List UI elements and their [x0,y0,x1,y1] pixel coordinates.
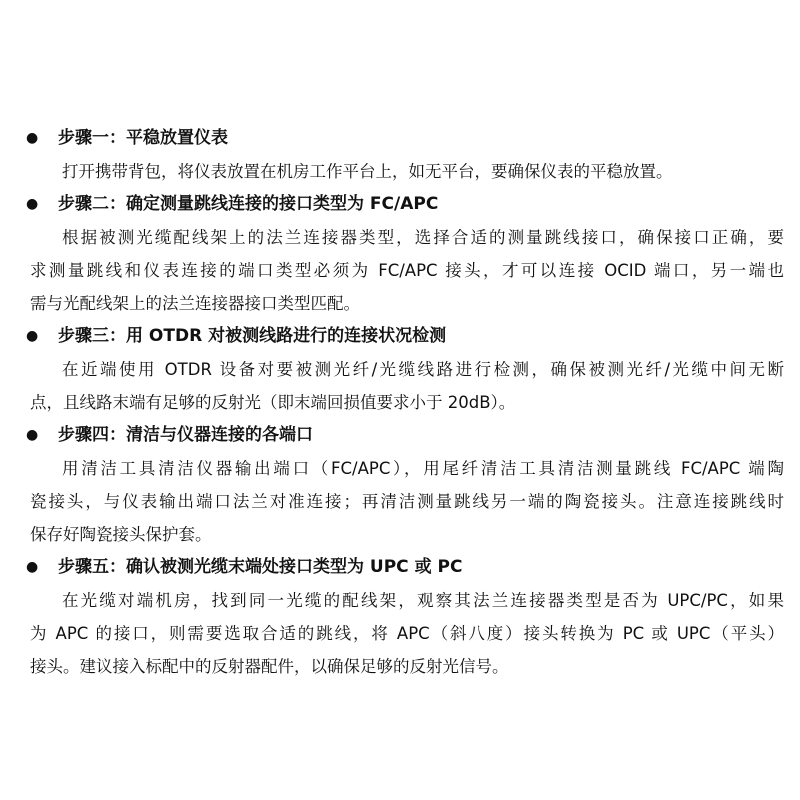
step-4-heading: 步骤四：清洁与仪器连接的各端口 [58,425,313,445]
step-3-heading: 步骤三：用 OTDR 对被测线路进行的连接状况检测 [58,326,447,346]
bullet-icon: ● [26,196,39,212]
step-2-body-line: 求测量跳线和仪表连接的端口类型必须为 FC/APC 接头，才可以连接 OCID 端口，另一端也 [30,261,784,280]
step-5-body-line: 为 APC 的接口，则需要选取合适的跳线，将 APC（斜八度）接头转换为 PC 或 UPC（平头） [30,624,784,643]
bullet-icon: ● [26,130,39,146]
step-1 [0,122,800,188]
step-4-body-line: 保存好陶瓷接头保护套。 [30,525,212,544]
instruction-document [0,122,800,683]
step-1-heading-row [0,122,800,155]
bullet-icon: ● [26,559,39,575]
step-4-body-line: 瓷接头，与仪表输出端口法兰对准连接；再清洁测量跳线另一端的陶瓷接头。注意连接跳线时 [30,492,784,511]
step-2-body-line: 需与光配线架上的法兰连接器接口类型匹配。 [30,294,360,313]
step-2-body-line: 根据被测光缆配线架上的法兰连接器类型，选择合适的测量跳线接口，确保接口正确，要 [62,228,784,247]
bullet-icon: ● [26,328,39,344]
step-1-heading: 步骤一：平稳放置仪表 [58,128,228,148]
step-5 [0,551,800,683]
step-3 [0,320,800,419]
step-1-body-line: 打开携带背包，将仪表放置在机房工作平台上，如无平台，要确保仪表的平稳放置。 [62,162,673,181]
step-5-heading: 步骤五：确认被测光缆末端处接口类型为 UPC 或 PC [58,557,463,577]
step-5-heading-row [0,551,800,584]
step-2 [0,188,800,320]
step-2-heading-row [0,188,800,221]
step-2-heading: 步骤二：确定测量跳线连接的接口类型为 FC/APC [58,194,439,214]
step-4 [0,419,800,551]
step-5-body-line: 接头。建议接入标配中的反射器配件，以确保足够的反射光信号。 [30,657,509,676]
step-3-heading-row [0,320,800,353]
step-4-heading-row [0,419,800,452]
step-4-body-line: 用清洁工具清洁仪器输出端口（FC/APC），用尾纤清洁工具清洁测量跳线 FC/APC 端陶 [62,459,784,478]
bullet-icon: ● [26,427,39,443]
step-5-body-line: 在光缆对端机房，找到同一光缆的配线架，观察其法兰连接器类型是否为 UPC/PC，如果 [62,591,784,610]
step-3-body-line: 在近端使用 OTDR 设备对要被测光纤/光缆线路进行检测，确保被测光纤/光缆中间无断 [62,360,784,379]
step-3-body-line: 点，且线路末端有足够的反射光（即末端回损值要求小于 20dB）。 [30,393,516,412]
